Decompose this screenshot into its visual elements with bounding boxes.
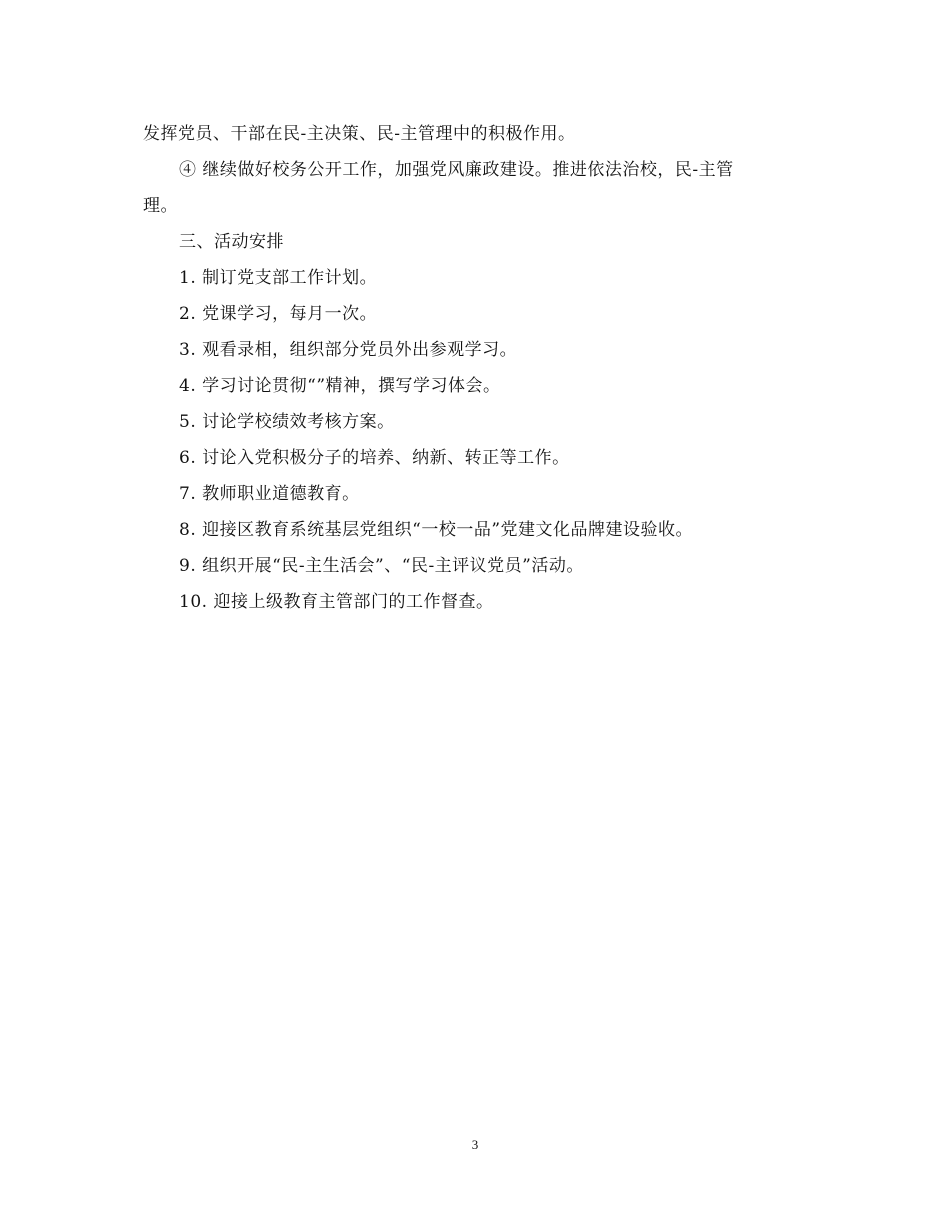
list-item: 4. 学习讨论贯彻“”精神，撰写学习体会。 [179,376,501,396]
list-item: 10. 迎接上级教育主管部门的工作督查。 [179,592,494,612]
list-item: 2. 党课学习，每月一次。 [179,304,378,324]
section-heading: 三、活动安排 [179,232,284,252]
list-item: 9. 组织开展“民-主生活会”、“民-主评议党员”活动。 [179,556,584,576]
list-item: 7. 教师职业道德教育。 [179,484,360,504]
list-item: 8. 迎接区教育系统基层党组织“一校一品”党建文化品牌建设验收。 [179,520,694,540]
list-item: 6. 讨论入党积极分子的培养、纳新、转正等工作。 [179,448,570,468]
paragraph-line: ④ 继续做好校务公开工作，加强党风廉政建设。推进依法治校，民-主管 [179,160,734,180]
document-body [143,116,793,620]
page-number: 3 [471,1137,479,1152]
list-item: 3. 观看录相，组织部分党员外出参观学习。 [179,340,518,360]
list-item: 5. 讨论学校绩效考核方案。 [179,412,395,432]
paragraph-line: 理。 [143,196,178,216]
paragraph-line: 发挥党员、干部在民-主决策、民-主管理中的积极作用。 [143,124,576,144]
list-item: 1. 制订党支部工作计划。 [179,268,378,288]
